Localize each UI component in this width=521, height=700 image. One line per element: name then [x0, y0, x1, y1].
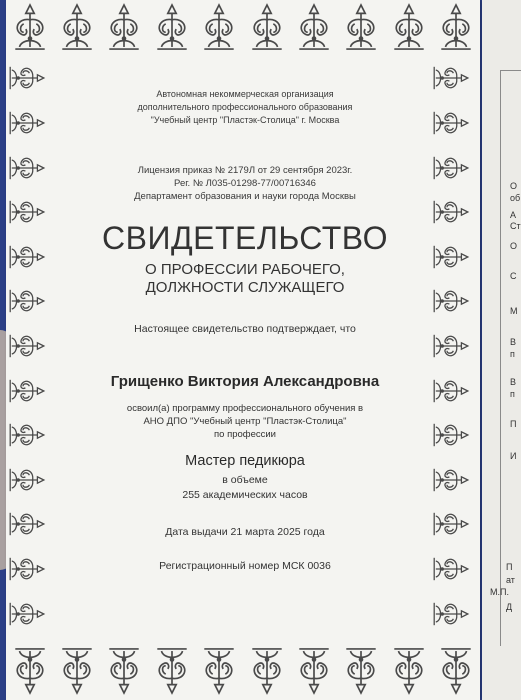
- ornament-motif: [340, 0, 382, 54]
- ornament-motif: [56, 644, 98, 698]
- ornament-motif: [246, 644, 288, 698]
- license-line-2: Рег. № Л035-01298-77/00716346: [174, 178, 316, 189]
- program-line-2: АНО ДПО "Учебный центр "Пластэк-Столица": [143, 416, 347, 427]
- ornament-motif: [432, 375, 478, 415]
- ornament-motif: [56, 0, 98, 54]
- next-page-fragment: П: [510, 419, 517, 429]
- issue-date: Дата выдачи 21 марта 2025 года: [165, 526, 325, 538]
- ornament-motif: [151, 0, 193, 54]
- next-page-fragment: М.П.: [490, 587, 509, 597]
- ornament-motif: [8, 107, 54, 147]
- ornamental-border-bottom: [6, 640, 480, 698]
- ornamental-border-right: [430, 60, 480, 640]
- holder-name: Грищенко Виктория Александровна: [110, 373, 380, 390]
- ornament-motif: [432, 419, 478, 459]
- ornament-motif: [8, 330, 54, 370]
- ornament-motif: [8, 196, 54, 236]
- ornament-motif: [151, 644, 193, 698]
- volume-line-2: 255 академических часов: [182, 489, 308, 501]
- ornament-motif: [432, 152, 478, 192]
- next-page-fragment: Ст: [510, 221, 521, 231]
- ornament-motif: [293, 0, 335, 54]
- ornament-motif: [198, 0, 240, 54]
- ornament-motif: [435, 0, 477, 54]
- ornament-motif: [103, 0, 145, 54]
- ornament-motif: [198, 644, 240, 698]
- certificate-subtitle-line-1: О ПРОФЕССИИ РАБОЧЕГО,: [145, 261, 345, 278]
- certificate-title: СВИДЕТЕЛЬСТВО: [102, 220, 388, 256]
- ornament-motif: [8, 285, 54, 325]
- ornament-motif: [8, 598, 54, 638]
- next-page-fragment: М: [510, 306, 518, 316]
- profession-name: Мастер педикюра: [185, 453, 305, 469]
- organization-line-1: Автономная некоммерческая организация: [156, 89, 334, 99]
- volume-line-1: в объеме: [222, 474, 268, 486]
- ornament-motif: [432, 196, 478, 236]
- ornament-motif: [8, 241, 54, 281]
- ornament-motif: [8, 419, 54, 459]
- license-line-1: Лицензия приказ № 2179Л от 29 сентября 2023г.: [137, 165, 353, 176]
- license-line-3: Департамент образования и науки города Москвы: [134, 191, 356, 202]
- next-page-fragment: П: [506, 562, 513, 572]
- ornament-motif: [432, 330, 478, 370]
- ornament-motif: [103, 644, 145, 698]
- program-line-1: освоил(а) программу профессионального обучения в: [126, 403, 364, 414]
- next-page-edge: [482, 0, 521, 700]
- next-page-fragment: об: [510, 193, 521, 203]
- ornament-motif: [9, 0, 51, 54]
- ornament-motif: [8, 375, 54, 415]
- ornament-motif: [340, 644, 382, 698]
- ornament-motif: [293, 644, 335, 698]
- next-page-fragment: п: [510, 389, 515, 399]
- certificate-page: [6, 0, 480, 700]
- ornamental-border-left: [6, 60, 56, 640]
- confirmation-text: Настоящее свидетельство подтверждает, что: [134, 323, 356, 335]
- ornament-motif: [8, 62, 54, 102]
- ornament-motif: [432, 464, 478, 504]
- next-page-fragment: С: [510, 271, 517, 281]
- ornament-motif: [435, 644, 477, 698]
- program-line-3: по профессии: [214, 429, 276, 440]
- ornament-motif: [432, 62, 478, 102]
- ornament-motif: [8, 553, 54, 593]
- ornament-motif: [432, 553, 478, 593]
- next-page-fragment: Д: [506, 602, 513, 612]
- next-page-fragment: А: [510, 210, 517, 220]
- ornament-motif: [432, 598, 478, 638]
- registration-number: Регистрационный номер МСК 0036: [159, 560, 331, 572]
- ornament-motif: [8, 508, 54, 548]
- ornament-motif: [246, 0, 288, 54]
- organization-line-3: "Учебный центр "Пластэк-Столица" г. Москва: [150, 115, 340, 125]
- next-page-fragment: В: [510, 337, 517, 347]
- next-page-fragment: ат: [506, 575, 515, 585]
- next-page-fragment: п: [510, 349, 515, 359]
- next-page-fragment: И: [510, 451, 517, 461]
- ornament-motif: [9, 644, 51, 698]
- next-page-fragment: О: [510, 181, 518, 191]
- ornament-motif: [8, 464, 54, 504]
- next-page-fragment: О: [510, 241, 518, 251]
- next-page-fragment: В: [510, 377, 517, 387]
- ornament-motif: [432, 285, 478, 325]
- ornament-motif: [388, 644, 430, 698]
- certificate-subtitle-line-2: ДОЛЖНОСТИ СЛУЖАЩЕГО: [145, 279, 345, 296]
- organization-line-2: дополнительного профессионального образования: [137, 102, 353, 112]
- ornament-motif: [432, 107, 478, 147]
- certificate-content: [62, 60, 428, 640]
- ornament-motif: [432, 508, 478, 548]
- ornament-motif: [432, 241, 478, 281]
- ornamental-border-top: [6, 0, 480, 58]
- ornament-motif: [8, 152, 54, 192]
- ornament-motif: [388, 0, 430, 54]
